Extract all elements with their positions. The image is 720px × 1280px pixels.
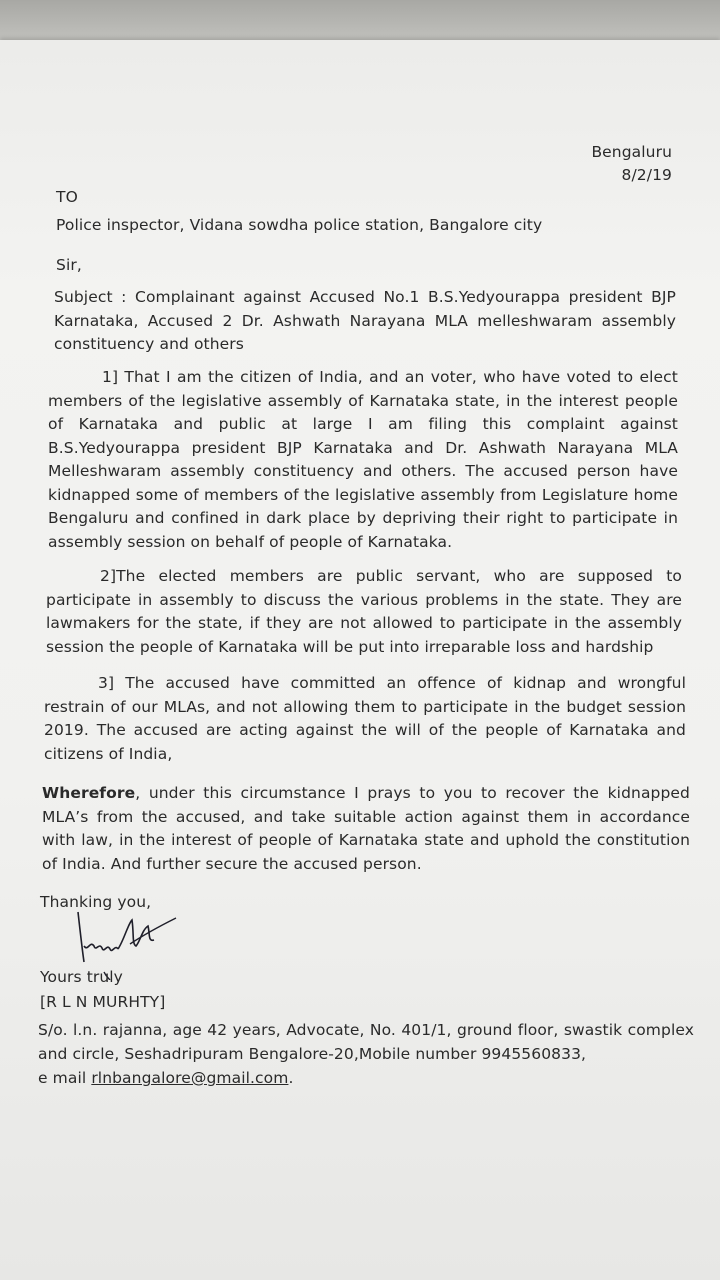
letter-date: 8/2/19 <box>621 166 672 184</box>
letter-place: Bengaluru <box>591 143 672 161</box>
letter-salutation: Sir, <box>56 256 82 274</box>
paragraph-3: 3] The accused have committed an offence of kidnap and wrongful restrain of our MLAs, and not allowing them to participate in the budget session 2019. The accused are acting against the will of the people of Karnataka and citizens of India, <box>44 674 686 763</box>
paragraph-1: 1] That I am the citizen of India, and an voter, who have voted to elect members of the legislative assembly of Karnataka state, in the interest people of Karnataka and public at large I am filing this complaint against B.S.Yedyourappa president BJP Karnataka and Dr. Ashwath Narayana MLA Melleshwaram assembly constituency and others. The accused person have kidnapped some of members of the legislative assembly from Legislature home Bengaluru and confined in dark place by depriving their right to participate in assembly session on behalf of people of Karnataka. <box>48 368 678 551</box>
paragraph-2: 2]The elected members are public servant, who are supposed to participate in assembly to discuss the various problems in the state. They are lawmakers for the state, if they are not allowed to participate in the assembly session the people of Karnataka will be put into irreparable loss and hardship <box>46 567 682 656</box>
sender-name: [R L N MURHTY] <box>40 993 166 1011</box>
wherefore-paragraph <box>42 782 690 876</box>
letter-recipient: Police inspector, Vidana sowdha police station, Bangalore city <box>56 216 543 234</box>
wherefore-lead: Wherefore <box>42 784 136 802</box>
email-end: . <box>288 1069 294 1087</box>
sender-address: S/o. l.n. rajanna, age 42 years, Advocate, No. 401/1, ground floor, swastik complex and circle, Seshadripuram Bengalore-20,Mobile number 9945560833, <box>38 1021 694 1063</box>
sender-email-line <box>38 1069 293 1087</box>
email-address[interactable]: rlnbangalore@gmail.com <box>91 1069 289 1087</box>
letter-thanking: Thanking you, <box>40 893 152 911</box>
wherefore-text: , under this circumstance I prays to you to recover the kidnapped MLA’s from the accused, and take suitable action against them in accordance with law, in the interest of people of Karnataka state and uphold the constitution of India. And further secure the accused person. <box>42 784 690 873</box>
letter-to: TO <box>56 188 78 206</box>
letter-yours-truly: Yours truly <box>40 968 123 986</box>
letter-subject: Subject : Complainant against Accused No.1 B.S.Yedyourappa president BJP Karnataka, Accused 2 Dr. Ashwath Narayana MLA melleshwaram assembly constituency and others <box>54 288 676 353</box>
email-label: e mail <box>38 1069 87 1087</box>
